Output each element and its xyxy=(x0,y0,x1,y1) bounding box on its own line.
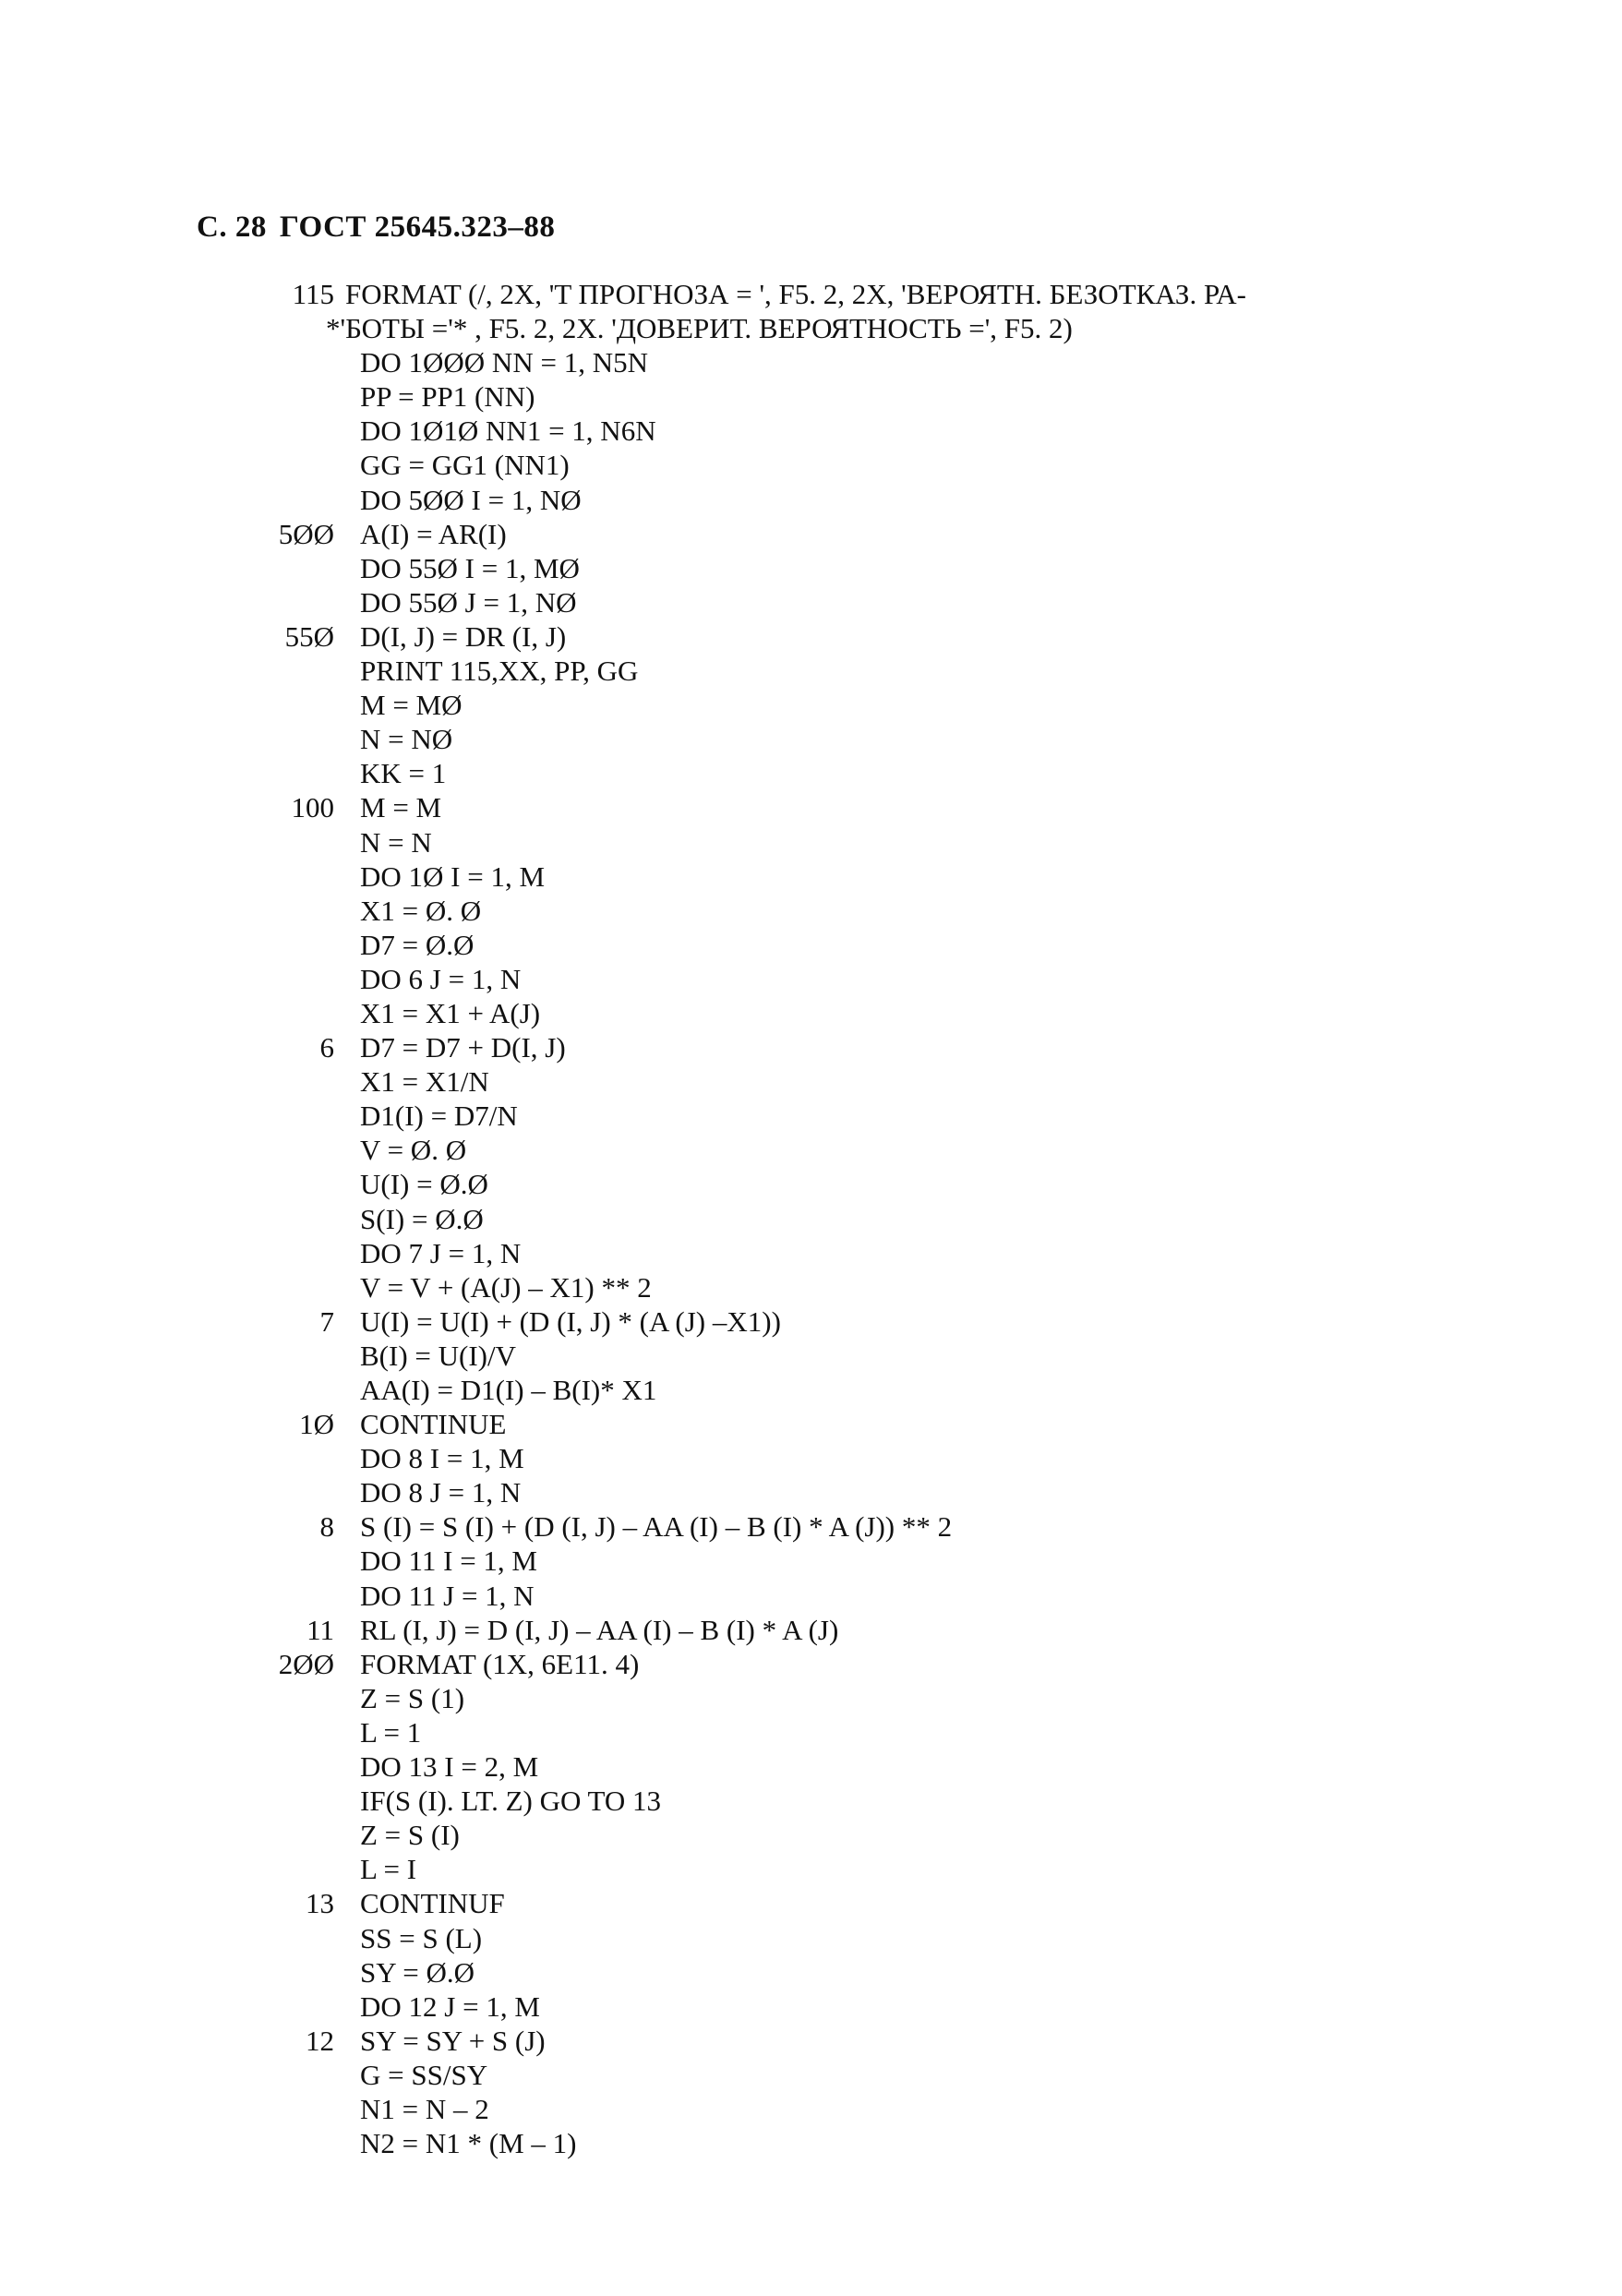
statement-code: X1 = X1/N xyxy=(360,1065,489,1099)
statement-code: DO 12 J = 1, M xyxy=(360,1989,540,2023)
code-line xyxy=(0,1064,1622,1099)
statement-code: D7 = D7 + D(I, J) xyxy=(360,1031,566,1064)
code-line xyxy=(0,722,1622,756)
statement-code: U(I) = U(I) + (D (I, J) * (A (J) –X1)) xyxy=(360,1304,781,1338)
code-line xyxy=(0,1407,1622,1441)
code-line xyxy=(0,1167,1622,1201)
statement-code: Z = S (I) xyxy=(360,1819,460,1852)
code-line xyxy=(0,1236,1622,1270)
code-line xyxy=(0,2092,1622,2126)
statement-code: V = Ø. Ø xyxy=(360,1134,467,1167)
code-line xyxy=(0,1475,1622,1509)
code-line xyxy=(0,1886,1622,1920)
statement-code: N2 = N1 * (M – 1) xyxy=(360,2127,577,2160)
statement-label: 2ØØ xyxy=(278,1647,334,1680)
statement-code: PP = PP1 (NN) xyxy=(360,380,535,414)
statement-code: S(I) = Ø.Ø xyxy=(360,1202,484,1235)
statement-label: 100 xyxy=(291,791,334,824)
code-line xyxy=(0,1955,1622,1989)
statement-label: 115 xyxy=(292,278,334,310)
statement-label: 13 xyxy=(306,1887,334,1920)
code-line xyxy=(0,585,1622,619)
statement-code: N = NØ xyxy=(360,723,453,756)
statement-code: D1(I) = D7/N xyxy=(360,1100,518,1133)
statement-code: CONTINUE xyxy=(360,1408,507,1441)
statement-code: SY = Ø.Ø xyxy=(360,1955,475,1989)
code-line xyxy=(0,1784,1622,1818)
statement-code: CONTINUF xyxy=(360,1887,505,1920)
statement-code: V = V + (A(J) – X1) ** 2 xyxy=(360,1270,652,1304)
statement-code: D7 = Ø.Ø xyxy=(360,928,475,961)
fortran-listing xyxy=(0,277,1622,2160)
statement-label: 55Ø xyxy=(284,619,334,653)
statement-code: IF(S (I). LT. Z) GO TO 13 xyxy=(360,1785,662,1818)
statement-code: DO 8 J = 1, N xyxy=(360,1476,522,1509)
code-line xyxy=(0,1373,1622,1407)
statement-code: SS = S (L) xyxy=(360,1921,483,1954)
code-line xyxy=(0,345,1622,379)
statement-code: DO 55Ø J = 1, NØ xyxy=(360,585,577,619)
statement-code: N = N xyxy=(360,825,432,859)
code-line xyxy=(0,825,1622,859)
statement-code: FORMAT (1X, 6E11. 4) xyxy=(360,1647,640,1680)
statement-code: X1 = X1 + A(J) xyxy=(360,996,541,1029)
code-line xyxy=(0,551,1622,585)
statement-code: S (I) = S (I) + (D (I, J) – AA (I) – B (I) * A (J)) ** 2 xyxy=(360,1510,953,1544)
statement-label: 6 xyxy=(319,1031,334,1064)
code-line xyxy=(0,859,1622,894)
code-line xyxy=(0,962,1622,996)
code-line xyxy=(0,1715,1622,1749)
code-line xyxy=(0,619,1622,654)
statement-label: 1Ø xyxy=(299,1408,334,1441)
statement-code: DO 7 J = 1, N xyxy=(360,1236,522,1269)
code-line xyxy=(0,1613,1622,1647)
code-line xyxy=(0,1647,1622,1681)
code-line xyxy=(0,1441,1622,1475)
page-header xyxy=(197,210,568,245)
statement-code: N1 = N – 2 xyxy=(360,2092,489,2125)
code-line xyxy=(0,1544,1622,1578)
statement-code: DO 8 I = 1, M xyxy=(360,1442,524,1475)
code-line xyxy=(0,894,1622,928)
statement-code: FORMAT (/, 2X, 'T ПРОГНОЗА = ', F5. 2, 2X, 'ВЕРОЯТН. БЕЗОТКАЗ. РА- xyxy=(345,278,1246,310)
statement-code: M = M xyxy=(360,791,442,824)
statement-code: *'БОТЫ ='* , F5. 2, 2X. 'ДОВЕРИТ. ВЕРОЯТНОСТЬ =', F5. 2) xyxy=(326,312,1073,345)
code-line xyxy=(0,1818,1622,1852)
code-line xyxy=(0,790,1622,824)
statement-label: 12 xyxy=(306,2024,334,2057)
code-line xyxy=(0,1852,1622,1886)
code-line xyxy=(0,1099,1622,1133)
code-line xyxy=(0,277,1622,311)
statement-code: GG = GG1 (NN1) xyxy=(360,449,570,482)
page-number: С. 28 xyxy=(197,210,267,244)
code-line xyxy=(0,1133,1622,1167)
code-line xyxy=(0,2126,1622,2160)
statement-code: L = 1 xyxy=(360,1715,422,1749)
code-line xyxy=(0,1681,1622,1715)
statement-code: DO 6 J = 1, N xyxy=(360,962,522,995)
statement-label: 8 xyxy=(319,1510,334,1544)
statement-code: B(I) = U(I)/V xyxy=(360,1339,516,1372)
statement-code: M = MØ xyxy=(360,689,463,722)
code-line xyxy=(0,654,1622,688)
code-line xyxy=(0,483,1622,517)
code-line xyxy=(0,517,1622,551)
statement-code: SY = SY + S (J) xyxy=(360,2024,546,2057)
statement-code: X1 = Ø. Ø xyxy=(360,894,482,927)
code-line xyxy=(0,448,1622,482)
code-line xyxy=(0,1509,1622,1544)
standard-designation: ГОСТ 25645.323–88 xyxy=(279,210,556,244)
statement-code: KK = 1 xyxy=(360,757,447,790)
code-line xyxy=(0,756,1622,790)
statement-code: G = SS/SY xyxy=(360,2058,488,2091)
statement-label: 11 xyxy=(306,1613,334,1646)
code-line xyxy=(0,1989,1622,2024)
statement-code: RL (I, J) = D (I, J) – AA (I) – B (I) * A (J) xyxy=(360,1613,839,1646)
statement-code: DO 55Ø I = 1, MØ xyxy=(360,551,580,584)
statement-code: Z = S (1) xyxy=(360,1681,465,1714)
code-line xyxy=(0,1339,1622,1373)
code-line xyxy=(0,688,1622,722)
statement-label: 7 xyxy=(319,1304,334,1338)
code-line xyxy=(0,1202,1622,1236)
code-line xyxy=(0,2024,1622,2058)
code-line xyxy=(0,379,1622,414)
code-line xyxy=(0,1304,1622,1339)
statement-code: U(I) = Ø.Ø xyxy=(360,1168,488,1201)
code-line xyxy=(0,1579,1622,1613)
statement-code: DO 1Ø I = 1, M xyxy=(360,859,546,893)
code-line xyxy=(0,928,1622,962)
code-line xyxy=(0,1270,1622,1304)
statement-label: 5ØØ xyxy=(278,517,334,550)
statement-code: L = I xyxy=(360,1853,417,1886)
code-line xyxy=(0,414,1622,448)
statement-code: DO 11 I = 1, M xyxy=(360,1545,537,1578)
code-line xyxy=(0,996,1622,1030)
code-line xyxy=(0,311,1622,345)
statement-code: AA(I) = D1(I) – B(I)* X1 xyxy=(360,1374,657,1406)
statement-code: DO 13 I = 2, M xyxy=(360,1750,539,1784)
statement-code: DO 1ØØØ NN = 1, N5N xyxy=(360,346,648,379)
statement-code: DO 11 J = 1, N xyxy=(360,1579,535,1612)
code-line xyxy=(0,2058,1622,2092)
statement-code: DO 5ØØ I = 1, NØ xyxy=(360,483,582,516)
statement-code: D(I, J) = DR (I, J) xyxy=(360,619,567,653)
code-line xyxy=(0,1921,1622,1955)
statement-code: PRINT 115,XX, PP, GG xyxy=(360,655,639,688)
statement-code: DO 1Ø1Ø NN1 = 1, N6N xyxy=(360,415,656,448)
statement-code: A(I) = AR(I) xyxy=(360,517,507,550)
code-line xyxy=(0,1030,1622,1064)
code-line xyxy=(0,1749,1622,1784)
